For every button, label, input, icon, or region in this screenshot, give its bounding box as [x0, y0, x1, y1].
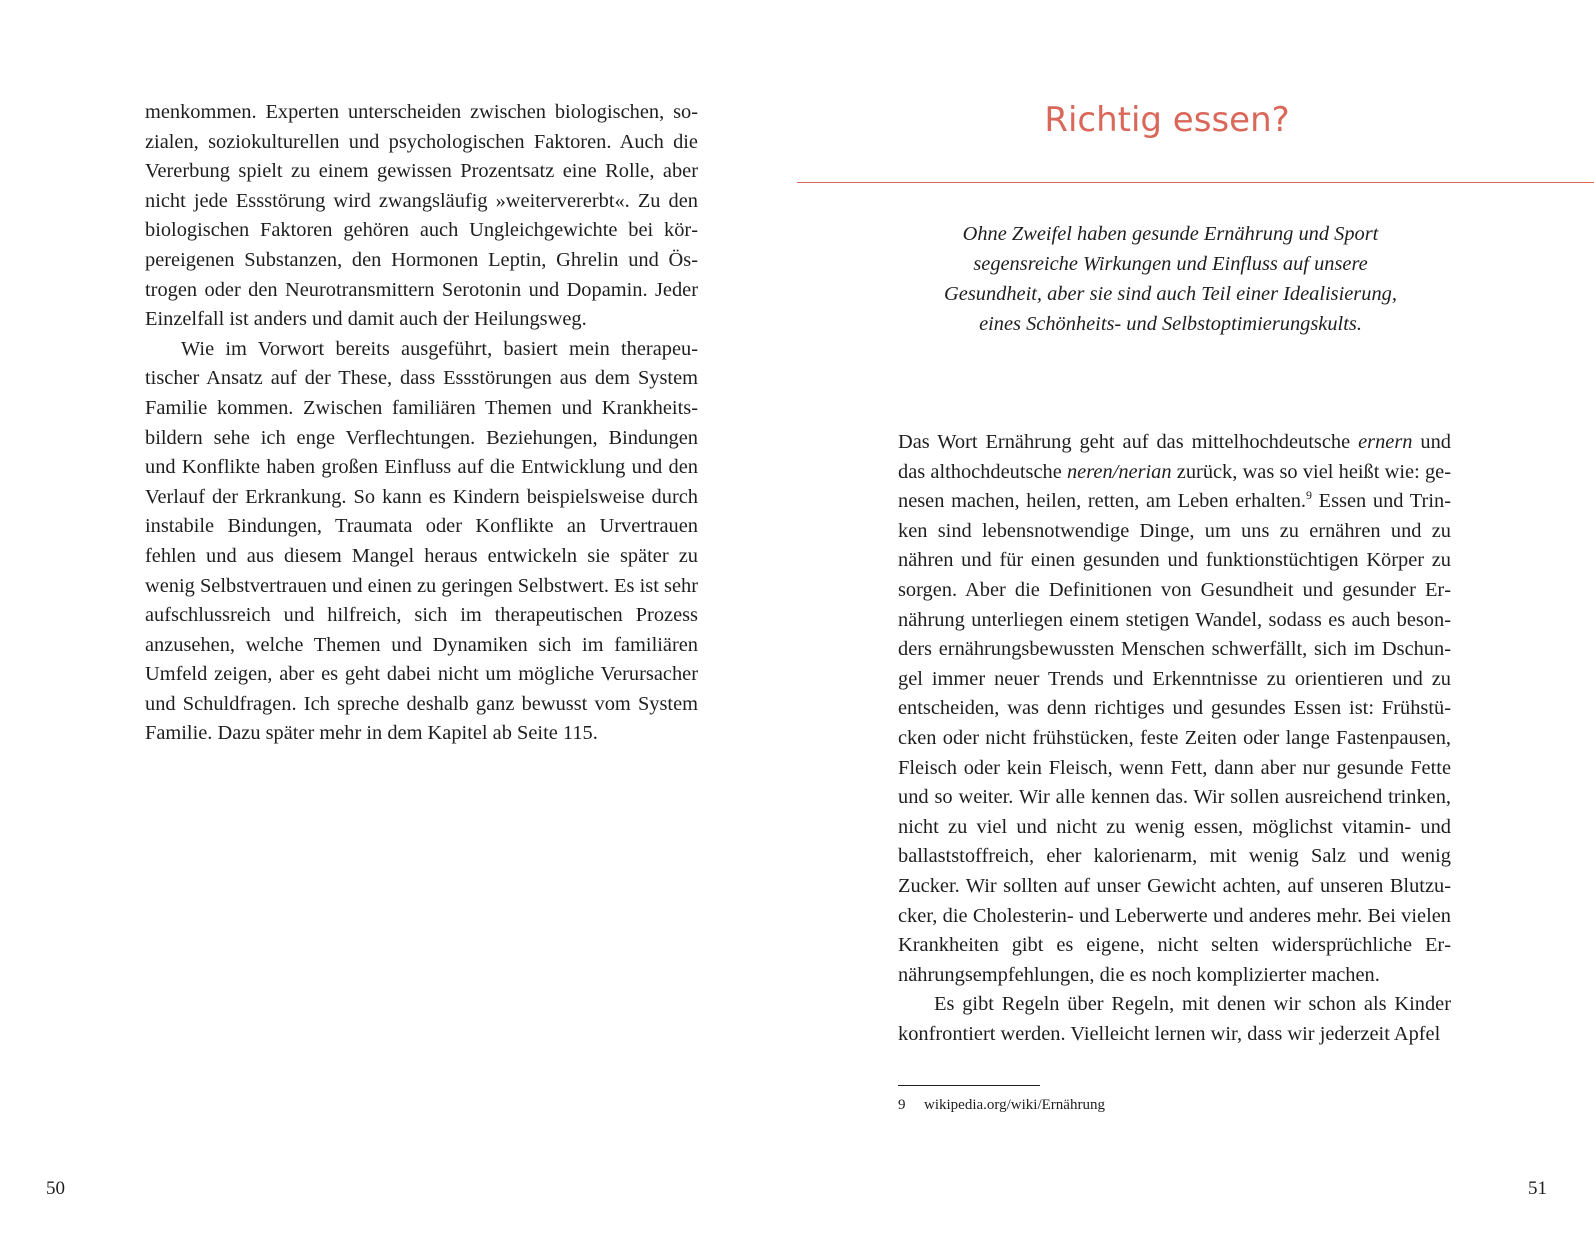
- epigraph-line: segensreiche Wirkungen und Einfluss auf unsere: [973, 253, 1368, 275]
- italic-term: neren/nerian: [1066, 460, 1172, 483]
- epigraph-line: Ohne Zweifel haben gesunde Ernährung und Sport: [962, 223, 1379, 245]
- epigraph-line: eines Schönheits- und Selbstoptimierungskults.: [979, 313, 1362, 335]
- chapter-title: Richtig essen?: [1044, 100, 1290, 140]
- chapter-divider: [797, 182, 1594, 183]
- italic-term: ernern: [1358, 431, 1413, 453]
- footnote: [898, 1095, 1105, 1115]
- epigraph: [894, 219, 1447, 339]
- page-number: 51: [1528, 1178, 1547, 1199]
- paragraph: Wie im Vorwort bereits ausgeführt, basiert mein therapeutischer Ansatz auf der These, dass Essstörungen aus dem System Familie kommen. Zwischen familiären Themen und Krankheitsbildern sehe ich enge Verflechtungen. Beziehungen, Bindungen und Konflikte haben großen Einfluss auf die Entwicklung und den Verlauf der Erkrankung. So kann es Kindern beispielsweise durch instabile Bindungen, Traumata oder Konflikte an Urvertrauen fehlen und aus diesem Mangel heraus entwickeln sie später zu wenig Selbstvertrauen und einen zu geringen Selbstwert. Es ist sehr aufschlussreich und hilfreich, sich im therapeutischen Prozess anzusehen, welche Themen und Dynamiken sich im familiären Umfeld zeigen, aber es geht dabei nicht um mögliche Verursacher und Schuldfragen. Ich spreche deshalb ganz bewusst vom System Familie. Dazu später mehr in dem Kapitel ab Seite 115.: [145, 337, 698, 745]
- footnote-text: wikipedia.org/wiki/Ernährung: [924, 1097, 1105, 1113]
- epigraph-line: Gesundheit, aber sie sind auch Teil einer Idealisierung,: [944, 283, 1397, 305]
- text-run: Das Wort Ernährung geht auf das mittelhochdeutsche: [898, 431, 1359, 453]
- paragraph: [898, 428, 1451, 990]
- text-run: und das althochdeutsche: [898, 431, 1451, 483]
- left-body-text: [145, 98, 698, 749]
- text-run: Essen und Trinken sind lebensnotwendige Dinge, um uns zu ernähren und zu nähren und für einen gesunden und funktionstüchtigen Körper zu sorgen. Aber die Definitionen von Gesundheit und gesunder Ernährung unterliegen einem stetigen Wandel, sodass es auch besonders ernährungsbewussten Menschen schwerfällt, sich im Dschungel immer neuer Trends und Erkenntnisse zu orientieren und zu entscheiden, was denn richtiges und gesundes Essen ist: Frühstücken oder nicht frühstücken, feste Zeiten oder lange Fastenpausen, Fleisch oder kein Fleisch, wenn Fett, dann aber nur gesunde Fette und so weiter. Wir alle kennen das. Wir sollen ausreichend trinken, nicht zu viel und nicht zu wenig essen, möglichst vitamin- und ballaststoffreich, eher kalorienarm, mit wenig Salz und wenig Zucker. Wir sollten auf unser Gewicht achten, auf unseren Blutzucker, die Cholesterin- und Leberwerte und anderes mehr. Bei vielen Krankheiten gibt es eigene, nicht selten widersprüchliche Ernährungsempfehlungen, die es noch komplizierter machen.: [898, 490, 1451, 986]
- page-number: 50: [46, 1178, 65, 1199]
- right-page: [797, 0, 1594, 1240]
- footnote-number: 9: [898, 1097, 906, 1113]
- footnote-divider: [898, 1085, 1040, 1086]
- paragraph: menkommen. Experten unterscheiden zwischen biologischen, sozialen, soziokulturellen und psychologischen Faktoren. Auch die Vererbung spielt zu einem gewissen Prozentsatz eine Rolle, aber nicht jede Essstörung wird zwangsläufig »weitervererbt«. Zu den biologischen Faktoren gehören auch Ungleichgewichte bei körpereigenen Substanzen, den Hormonen Leptin, Ghrelin und Östrogen oder den Neurotransmittern Serotonin und Dopamin. Jeder Einzelfall ist anders und damit auch der Heilungsweg.: [145, 101, 698, 331]
- footnote-reference: 9: [1306, 488, 1312, 503]
- right-body-text: [898, 428, 1451, 1049]
- text-run: zurück, was so viel heißt wie: genesen machen, heilen, retten, am Leben erhalten.: [898, 460, 1451, 513]
- paragraph: Es gibt Regeln über Regeln, mit denen wir schon als Kinder konfrontiert werden. Vielleicht lernen wir, dass wir jederzeit Apfel: [898, 993, 1451, 1045]
